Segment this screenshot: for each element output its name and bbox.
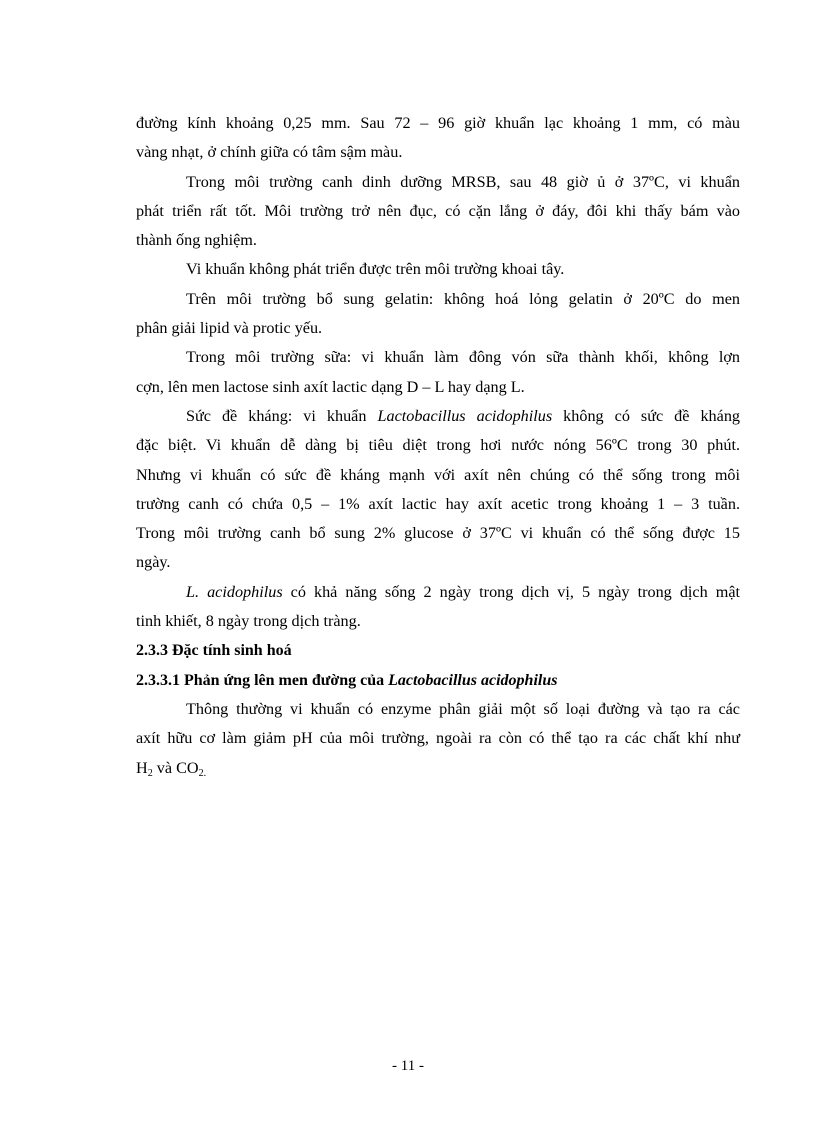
text-line: axít hữu cơ làm giảm pH của môi trường, ngoài ra còn có thể tạo ra các chất khí như	[136, 729, 740, 748]
subscript: 2	[147, 767, 153, 779]
formula-h: H	[136, 758, 148, 777]
subscript: 2.	[198, 767, 207, 779]
species-name: L. acidophilus	[186, 582, 283, 601]
text-line: phát triển rất tốt. Môi trường trở nên đục, có cặn lắng ở đáy, đôi khi thấy bám vào	[136, 201, 740, 220]
document-body	[136, 109, 740, 783]
text-line: phân giải lipid và protic yếu.	[136, 319, 323, 338]
text-line: tinh khiết, 8 ngày trong dịch tràng.	[136, 612, 361, 631]
text-line: đặc biệt. Vi khuẩn dễ dàng bị tiêu diệt trong hơi nước nóng 56ºC trong 30 phút.	[136, 436, 740, 455]
heading-segment: 2.3.3.1 Phản ứng lên men đường của	[136, 671, 389, 689]
text-line: Thông thường vi khuẩn có enzyme phân giải một số loại đường và tạo ra các	[186, 699, 740, 718]
text-segment: Sức đề kháng: vi khuẩn	[186, 406, 378, 425]
paragraph-survival	[136, 578, 740, 637]
text-line: Nhưng vi khuẩn có sức đề kháng mạnh với axít nên chúng có thể sống trong môi	[136, 465, 740, 484]
page-number: - 11 -	[392, 1058, 424, 1074]
text-line: đường kính khoảng 0,25 mm. Sau 72 – 96 giờ khuẩn lạc khoảng 1 mm, có màu	[136, 114, 740, 132]
text-line: vàng nhạt, ở chính giữa có tâm sậm màu.	[136, 143, 403, 162]
text-line: Trong môi trường sữa: vi khuẩn làm đông vón sữa thành khối, không lợn	[186, 348, 740, 367]
paragraph-fermentation	[136, 695, 740, 783]
section-heading: 2.3.3 Đặc tính sinh hoá	[136, 642, 292, 660]
text-line	[136, 578, 740, 607]
paragraph-colony-description	[136, 109, 740, 168]
text-segment: không có sức đề kháng	[552, 406, 741, 425]
text-line: thành ống nghiệm.	[136, 231, 257, 250]
text-line: Trên môi trường bổ sung gelatin: không hoá lỏng gelatin ở 20ºC do men	[186, 289, 740, 308]
text-line: trường canh có chứa 0,5 – 1% axít lactic hay axít acetic trong khoảng 1 – 3 tuần.	[136, 494, 740, 513]
text-line: ngày.	[136, 553, 171, 572]
species-name: Lactobacillus acidophilus	[377, 406, 553, 425]
paragraph-mrsb-medium	[136, 168, 740, 256]
text-line	[136, 754, 740, 783]
species-name: Lactobacillus acidophilus	[388, 671, 558, 689]
text-line: Trong môi trường canh bổ sung 2% glucose ở 37ºC vi khuẩn có thể sống được 15	[136, 524, 740, 543]
text-line: Vi khuẩn không phát triển được trên môi trường khoai tây.	[186, 260, 565, 279]
text-line: cợn, lên men lactose sinh axít lactic dạng D – L hay dạng L.	[136, 377, 525, 396]
subsection-heading	[136, 666, 740, 695]
paragraph-milk-medium	[136, 343, 740, 402]
paragraph-resistance	[136, 402, 740, 578]
text-line: Trong môi trường canh dinh dưỡng MRSB, sau 48 giờ ủ ở 37ºC, vi khuẩn	[186, 172, 740, 191]
paragraph-gelatin-medium	[136, 285, 740, 344]
text-line	[136, 402, 740, 431]
text-segment: có khả năng sống 2 ngày trong dịch vị, 5 ngày trong dịch mật	[282, 582, 741, 601]
text-segment: và CO	[152, 758, 199, 777]
paragraph-potato-medium	[136, 255, 740, 284]
